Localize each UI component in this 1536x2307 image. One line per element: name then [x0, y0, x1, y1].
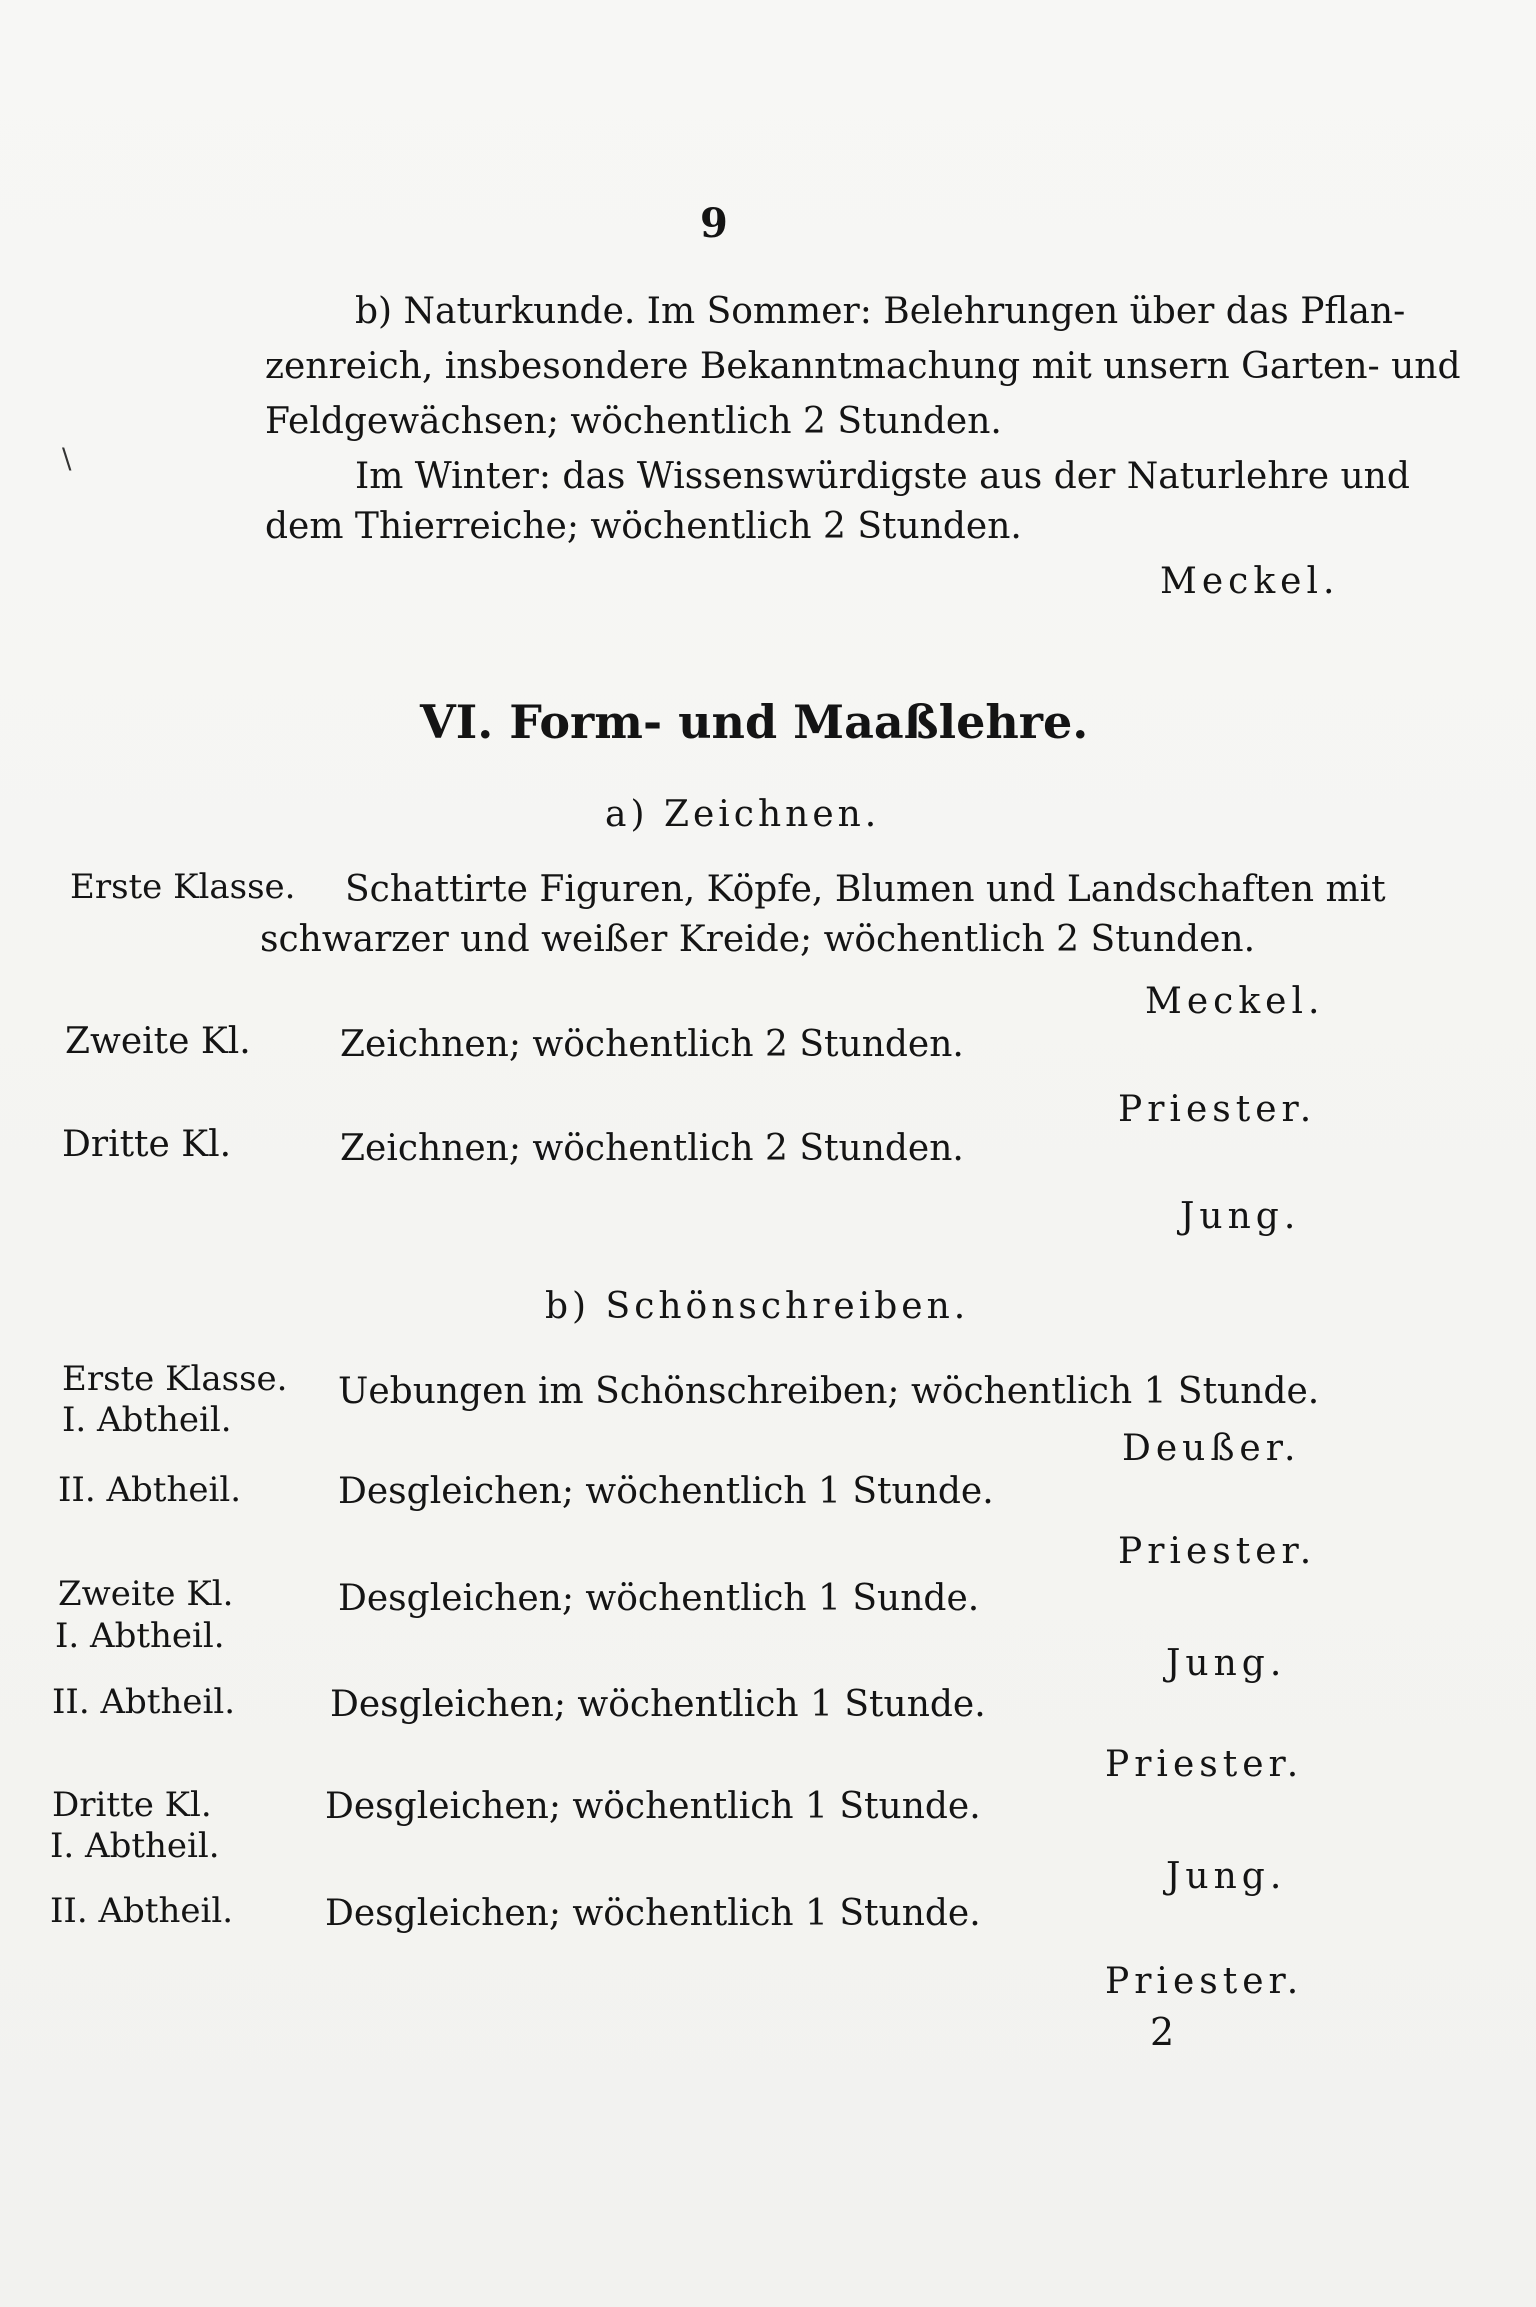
naturkunde-line-5: dem Thierreiche; wöchentlich 2 Stunden.	[265, 506, 1022, 547]
signature-number: 2	[1150, 2010, 1175, 2054]
zeichnen-teacher-1: Meckel.	[1145, 981, 1325, 1022]
schoen-class-1: Erste Klasse.	[62, 1359, 288, 1399]
naturkunde-line-2: zenreich, insbesondere Bekanntmachung mit unsern Garten- und	[265, 346, 1461, 387]
schoen-division-2: II. Abtheil.	[58, 1470, 242, 1510]
subsection-title-zeichnen: a) Zeichnen.	[605, 794, 881, 835]
schoen-division-4: II. Abtheil.	[52, 1682, 236, 1722]
schoen-teacher-6: Priester.	[1105, 1961, 1304, 2002]
subsection-title-schoenschreiben: b) Schönschreiben.	[545, 1286, 970, 1327]
schoen-teacher-5: Jung.	[1166, 1856, 1287, 1897]
zeichnen-text-1: Schattirte Figuren, Köpfe, Blumen und Landschaften mit	[345, 869, 1386, 910]
zeichnen-class-2: Zweite Kl.	[65, 1021, 251, 1062]
schoen-division-3: I. Abtheil.	[55, 1616, 225, 1656]
zeichnen-class-3: Dritte Kl.	[62, 1124, 232, 1165]
schoen-teacher-1: Deußer.	[1122, 1428, 1301, 1469]
naturkunde-line-3: Feldgewächsen; wöchentlich 2 Stunden.	[265, 401, 1002, 442]
zeichnen-text-2: Zeichnen; wöchentlich 2 Stunden.	[340, 1024, 964, 1065]
schoen-teacher-2: Priester.	[1118, 1531, 1317, 1572]
schoen-division-6: II. Abtheil.	[50, 1891, 234, 1931]
naturkunde-signature: Meckel.	[1160, 561, 1340, 602]
schoen-division-1: I. Abtheil.	[62, 1400, 232, 1440]
zeichnen-text-1b: schwarzer und weißer Kreide; wöchentlich 2 Stunden.	[260, 919, 1256, 960]
zeichnen-text-3: Zeichnen; wöchentlich 2 Stunden.	[340, 1128, 964, 1169]
schoen-division-5: I. Abtheil.	[50, 1826, 220, 1866]
schoen-text-2: Desgleichen; wöchentlich 1 Stunde.	[338, 1471, 994, 1512]
schoen-teacher-4: Priester.	[1105, 1744, 1304, 1785]
zeichnen-teacher-2: Priester.	[1118, 1089, 1317, 1130]
schoen-class-3: Zweite Kl.	[58, 1574, 234, 1614]
zeichnen-teacher-3: Jung.	[1180, 1196, 1301, 1237]
margin-mark: \	[62, 442, 72, 475]
schoen-class-5: Dritte Kl.	[52, 1785, 212, 1825]
naturkunde-line-4: Im Winter: das Wissenswürdigste aus der Naturlehre und	[355, 456, 1410, 497]
schoen-text-1: Uebungen im Schönschreiben; wöchentlich 1 Stunde.	[338, 1371, 1320, 1412]
zeichnen-class-1: Erste Klasse.	[70, 867, 296, 907]
section-heading: VI. Form- und Maaßlehre.	[420, 695, 1089, 749]
schoen-text-4: Desgleichen; wöchentlich 1 Stunde.	[330, 1684, 986, 1725]
naturkunde-line-1: b) Naturkunde. Im Sommer: Belehrungen über das Pflan-	[355, 291, 1406, 332]
schoen-text-3: Desgleichen; wöchentlich 1 Sunde.	[338, 1578, 980, 1619]
schoen-text-5: Desgleichen; wöchentlich 1 Stunde.	[325, 1786, 981, 1827]
schoen-text-6: Desgleichen; wöchentlich 1 Stunde.	[325, 1893, 981, 1934]
page-number: 9	[700, 200, 728, 247]
schoen-teacher-3: Jung.	[1166, 1643, 1287, 1684]
